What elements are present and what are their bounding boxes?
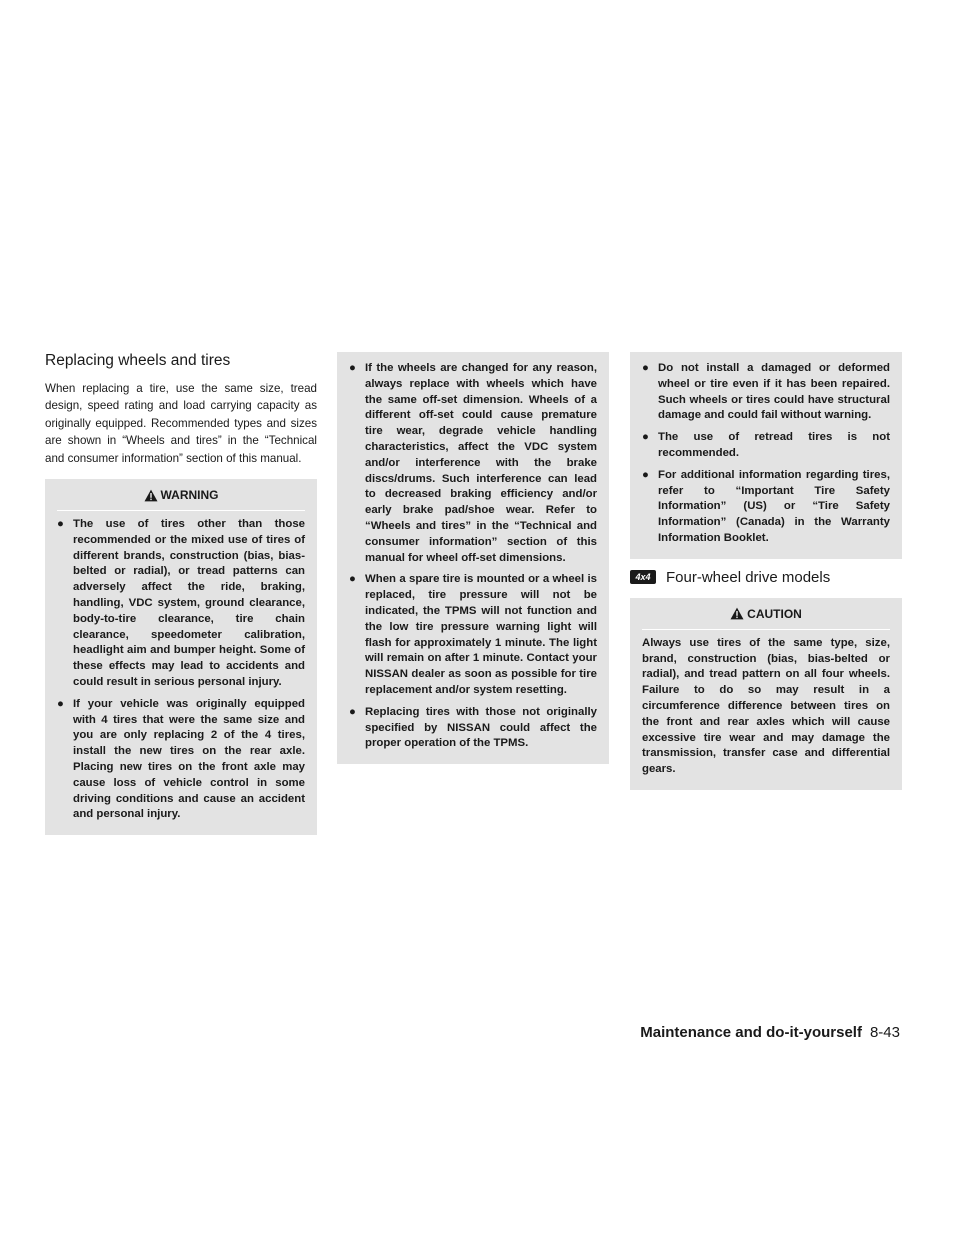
warning-triangle-icon — [730, 607, 744, 620]
warning-list-continued — [349, 361, 597, 752]
bullet-icon: ● — [349, 573, 356, 586]
warning-item: ● The use of tires other than those recommended or the mixed use of tires of different brands, construction (bias, bias-belted or radial), or tread patterns can adversely affect the ride, braking, handling, VDC system, ground clearance, body-to-tire clearance, tire chain clearance, speedometer calibration, headlight aim and bumper height. Some of these effects may lead to accidents and could result in serious personal injury. — [57, 518, 305, 688]
bullet-icon: ● — [642, 362, 649, 374]
section-title: Replacing wheels and tires — [45, 352, 231, 369]
warning-list — [57, 517, 305, 823]
page-number: 8-43 — [869, 1024, 900, 1041]
warning-box-part-2 — [337, 352, 609, 764]
bullet-icon: ● — [349, 362, 356, 374]
bullet-icon: ● — [57, 697, 64, 710]
column-1 — [45, 352, 317, 835]
caution-text: Always use tires of the same type, size, brand, construction (bias, bias-belted or radial), and tread pattern on all four wheels. Failure to do so may result in a circumference difference between tires on the front and rear axles which will cause excessive tire wear and may damage the transmission, transfer case and differential gears. — [642, 636, 890, 776]
bullet-icon: ● — [642, 431, 649, 444]
warning-label: WARNING — [160, 488, 219, 503]
warning-item: ● Do not install a damaged or deformed wheel or tire even if it has been repaired. Such wheels or tires could have structural damage and could fail without warning. — [642, 362, 890, 422]
warning-item: ● If your vehicle was originally equipped with 4 tires that were the same size and you are only replacing 2 of the 4 tires, install the new tires on the rear axle. Placing new tires on the front axle may cause loss of vehicle control in some driving conditions and cause an accident and personal injury. — [57, 697, 305, 821]
warning-item: ● If the wheels are changed for any reason, always replace with wheels which have the same off-set dimension. Wheels of a different off-set could cause premature tire wear, degrade vehicle handling characteristics, affect the VDC system and/or interference with the brake discs/drums. Such interference can lead to decreased braking efficiency and/or early brake pad/shoe wear. Refer to “Wheels and tires” in the “Technical and consumer information” section of this manual for wheel off-set dimensions. — [349, 362, 597, 564]
warning-box-part-1 — [45, 479, 317, 835]
footer-section-title: Maintenance and do-it-yourself — [640, 1024, 862, 1041]
bullet-icon: ● — [57, 518, 64, 531]
warning-header — [57, 488, 305, 511]
caution-label: CAUTION — [747, 606, 802, 621]
column-3 — [630, 352, 902, 790]
warning-box-part-3 — [630, 352, 902, 559]
warning-item: ● Replacing tires with those not originally specified by NISSAN could affect the proper operation of the TPMS. — [349, 705, 597, 750]
warning-list-continued — [642, 361, 890, 547]
caution-box — [630, 598, 902, 790]
warning-item: ● For additional information regarding tires, refer to “Important Tire Safety Information” (US) or “Tire Safety Information” (Canada) in the Warranty Information Booklet. — [642, 468, 890, 544]
warning-item: ● When a spare tire is mounted or a wheel is replaced, tire pressure will not be indicated, the TPMS will not function and the low tire pressure warning light will flash for approximately 1 minute. The light will remain on after 1 minute. Contact your NISSAN dealer as soon as possible for tire replacement and/or system resetting. — [349, 573, 597, 696]
intro-paragraph: When replacing a tire, use the same size, tread design, speed rating and load carrying capacity as originally equipped. Recommended types and sizes are shown in “Wheels and tires” in the “Technical and consumer information” section of this manual. — [45, 382, 317, 465]
four-wheel-drive-title: Four-wheel drive models — [666, 568, 831, 586]
four-by-four-icon: 4x4 — [630, 570, 656, 584]
caution-header — [642, 607, 890, 630]
warning-triangle-icon — [144, 489, 158, 502]
bullet-icon: ● — [642, 468, 649, 481]
column-2 — [337, 352, 609, 764]
warning-item: ● The use of retread tires is not recommended. — [642, 431, 890, 459]
four-wheel-drive-heading — [630, 569, 902, 586]
bullet-icon: ● — [349, 705, 356, 718]
page-footer — [640, 1024, 900, 1041]
